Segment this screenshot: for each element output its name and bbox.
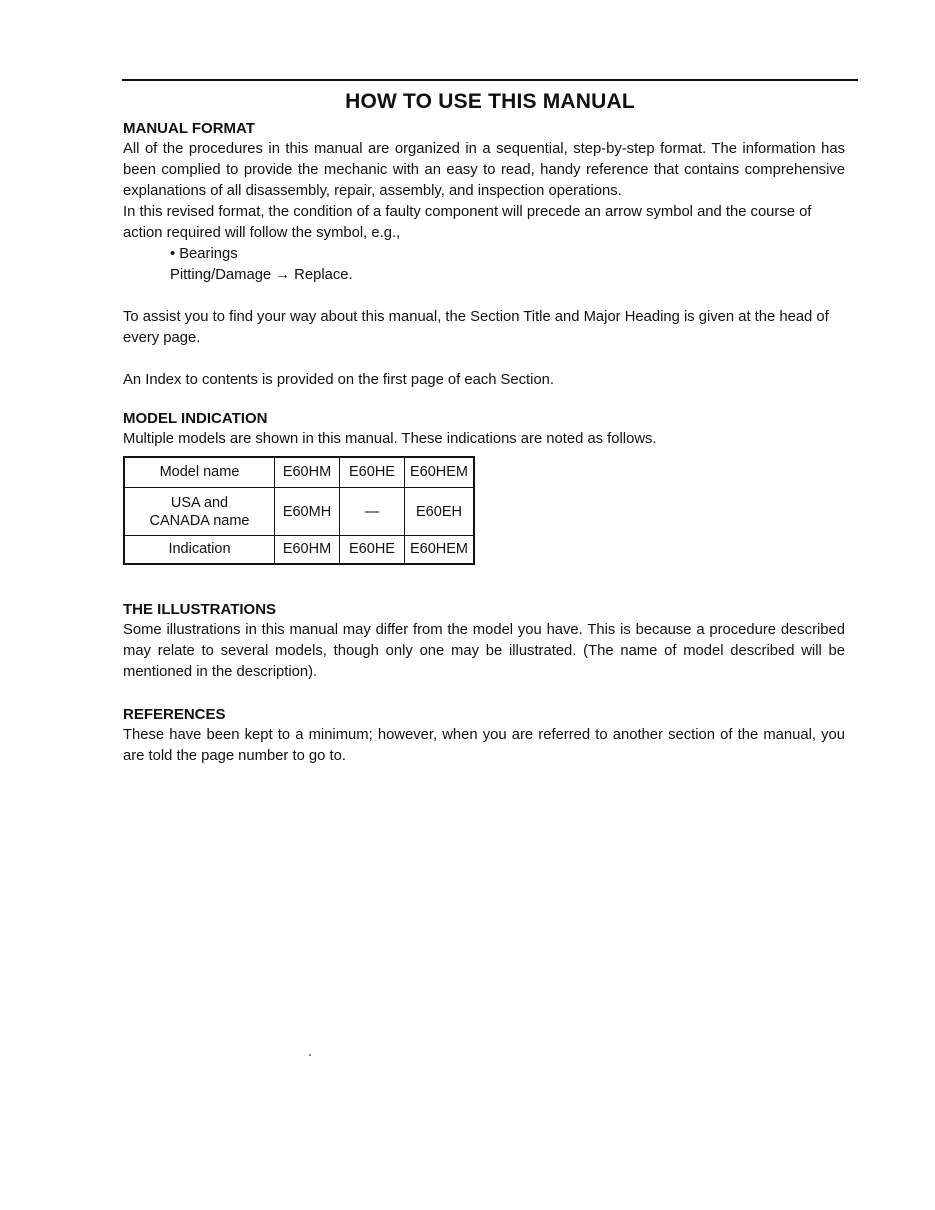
- references-paragraph: These have been kept to a minimum; however, when you are referred to another section of the manual, you are told the page number to go to.: [123, 727, 845, 764]
- list-item: [170, 244, 845, 265]
- table-cell: E60HE: [340, 457, 405, 488]
- bullet-detail: Pitting/Damage → Replace.: [170, 267, 353, 283]
- table-row: [124, 536, 474, 565]
- manual-format-paragraph-2: In this revised format, the condition of a faulty component will precede an arrow symbol and the course of action required will follow the symbol, e.g.,: [123, 204, 812, 241]
- table-row-label: Model name: [124, 457, 275, 488]
- bullet-icon: •: [170, 246, 176, 262]
- model-table: [123, 456, 475, 565]
- heading-illustrations: THE ILLUSTRATIONS: [123, 601, 277, 618]
- manual-format-paragraph-1: All of the procedures in this manual are organized in a sequential, step-by-step format. The information has been complied to provide the mechanic with an easy to read, handy reference that contains comprehensive explanations of all disassembly, repair, assembly, and inspection operations.: [123, 141, 845, 199]
- table-cell: E60HEM: [405, 536, 475, 565]
- section-model-indication: [123, 408, 845, 565]
- table-row: [124, 457, 474, 488]
- heading-manual-format: MANUAL FORMAT: [123, 120, 255, 137]
- table-cell: E60HE: [340, 536, 405, 565]
- table-row: [124, 488, 474, 536]
- top-rule: [122, 79, 858, 81]
- table-cell: E60HM: [275, 536, 340, 565]
- table-cell: E60HM: [275, 457, 340, 488]
- model-indication-intro: Multiple models are shown in this manual. These indications are noted as follows.: [123, 431, 657, 447]
- table-cell: E60EH: [405, 488, 475, 536]
- page-title: HOW TO USE THIS MANUAL: [345, 90, 635, 113]
- section-manual-format: [123, 118, 845, 391]
- heading-model-indication: MODEL INDICATION: [123, 410, 268, 427]
- table-row-label-line: USA and: [170, 494, 229, 511]
- table-cell: —: [340, 488, 405, 536]
- scan-speck: [309, 1054, 311, 1056]
- illustrations-paragraph: Some illustrations in this manual may differ from the model you have. This is because a procedure described may relate to several models, though only one may be illustrated. (The name of model described will be mentioned in the description).: [123, 622, 845, 680]
- section-references: [123, 704, 845, 767]
- bullet-item-text: Bearings: [179, 246, 238, 262]
- section-illustrations: [123, 599, 845, 683]
- table-cell: E60HEM: [405, 457, 475, 488]
- heading-references: REFERENCES: [123, 706, 226, 723]
- table-row-label-line: CANADA name: [149, 512, 250, 529]
- example-list: [170, 244, 845, 286]
- table-row-label: Indication: [124, 536, 275, 565]
- manual-format-paragraph-4: An Index to contents is provided on the first page of each Section.: [123, 372, 555, 388]
- manual-format-paragraph-3: To assist you to find your way about this manual, the Section Title and Major Heading is given at the head of every page.: [123, 309, 829, 346]
- table-cell: E60MH: [275, 488, 340, 536]
- page-content: [123, 118, 845, 767]
- table-row-label: [124, 488, 275, 536]
